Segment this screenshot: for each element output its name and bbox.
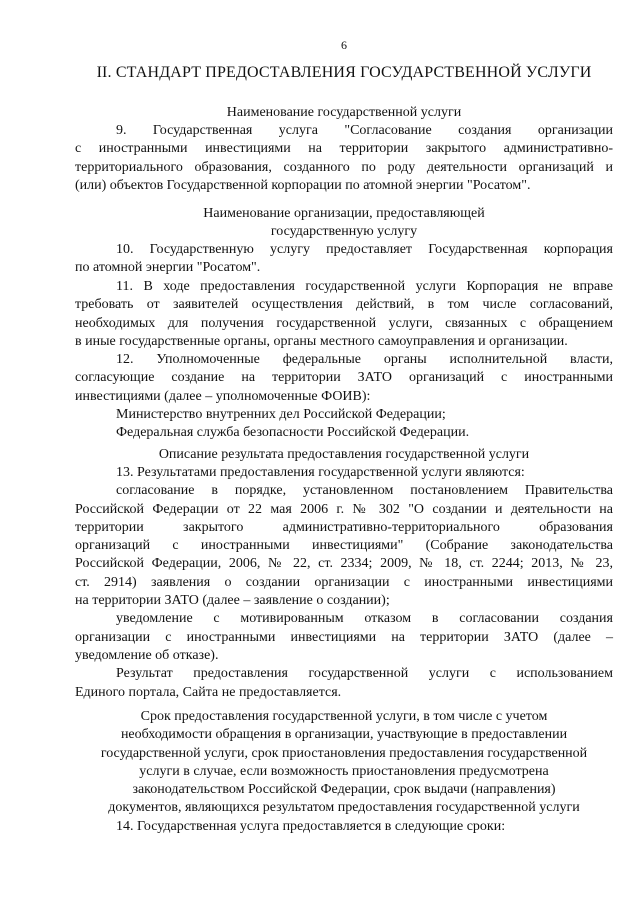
heading-result-description: Описание результата предоставления государственной услуги [158,447,530,462]
paragraph-14 [75,818,613,836]
paragraph-13a-line: согласование в порядке, установленном постановлением Правительства [116,483,613,499]
paragraph-10-line: по атомной энергии "Росатом". [75,260,261,276]
paragraph-13a-line: ст. 2914) заявления о создании организации с иностранными инвестициями [75,574,613,590]
paragraph-13a-line: Российской Федерации, 2006, № 22, ст. 2334; 2009, № 18, ст. 2244; 2013, № 23, [75,556,613,572]
paragraph-11-line: необходимых для получения государственной услуги, связанных с обращением [75,315,613,331]
paragraph-9-line: с иностранными инвестициями на территории закрытого административно- [75,141,613,157]
paragraph-11 [75,278,613,351]
paragraph-14-line: 14. Государственная услуга предоставляется в следующие сроки: [116,819,506,834]
heading-organization [75,205,613,242]
paragraph-9-line: 9. Государственная услуга "Согласование создания организации [116,123,613,138]
heading-service-term-line: услуги в случае, если возможность приостановления предусмотрена [139,763,549,779]
paragraph-11-line: в иные государственные органы, органы местного самоуправления и организации. [75,333,568,349]
heading-service-term [75,708,613,818]
paragraph-9-line: территориального образования, созданного по роду деятельности организаций и [75,159,613,175]
paragraph-9-line: (или) объектов Государственной корпорации по атомной энергии "Росатом". [75,177,531,193]
paragraph-11-line: требовать от заявителей осуществления действий, в том числе согласований, [75,297,613,313]
paragraph-13 [75,464,613,702]
section-title: II. СТАНДАРТ ПРЕДОСТАВЛЕНИЯ ГОСУДАРСТВЕННОЙ УСЛУГИ [96,64,592,81]
paragraph-13a-line: Российской Федерации от 22 мая 2006 г. № 302 "О создании и деятельности на [75,501,613,517]
paragraph-13a-line: территории закрытого административно-территориального образования [75,519,613,535]
heading-service-term-line: законодательством Российской Федерации, срок выдачи (направления) [132,782,556,798]
heading-service-term-line: государственной услуги, срок приостановления предоставления государственной [100,745,588,761]
heading-organization-line: Наименование организации, предоставляющей [203,206,485,221]
paragraph-10 [75,241,613,278]
paragraph-13-line: 13. Результатами предоставления государственной услуги являются: [116,465,525,480]
paragraph-11-line: 11. В ходе предоставления государственной услуги Корпорация не вправе [116,279,613,294]
paragraph-13b-line: уведомление об отказе). [75,647,219,663]
heading-service-term-line: документов, являющихся результатом предоставления государственной услуги [108,800,580,816]
paragraph-13a-line: на территории ЗАТО (далее – заявление о создании); [75,593,390,609]
paragraph-9 [75,122,613,195]
paragraph-13b-line: организации с иностранными инвестициями на территории ЗАТО (далее – [75,629,613,645]
paragraph-13a-line: организаций с иностранными инвестициями" (Собрание законодательства [75,538,613,554]
heading-service-term-line: Срок предоставления государственной услуги, в том числе с учетом [140,709,548,724]
paragraph-13c-line: Единого портала, Сайта не предоставляется. [75,684,342,700]
agency-list-item: Федеральная служба безопасности Российской Федерации. [116,425,470,441]
paragraph-13b-line: уведомление с мотивированным отказом в согласовании создания [116,611,613,627]
heading-organization-line: государственную услугу [270,224,418,240]
paragraph-12-line: инвестициями (далее – уполномоченные ФОИВ): [75,388,371,404]
heading-service-term-line: необходимости обращения в организации, участвующие в предоставлении [120,727,568,743]
paragraph-10-line: 10. Государственную услугу предоставляет Государственная корпорация [116,242,613,257]
agency-list-item: Министерство внутренних дел Российской Федерации; [116,406,446,422]
page-number: 6 [341,38,347,52]
paragraph-12 [75,351,613,442]
paragraph-12-line: 12. Уполномоченные федеральные органы исполнительной власти, [116,352,613,367]
heading-service-name: Наименование государственной услуги [226,105,462,120]
paragraph-13c-line: Результат предоставления государственной услуги с использованием [116,666,613,682]
document-page [75,0,613,905]
paragraph-12-line: согласующие создание на территории ЗАТО организаций с иностранными [75,370,613,386]
